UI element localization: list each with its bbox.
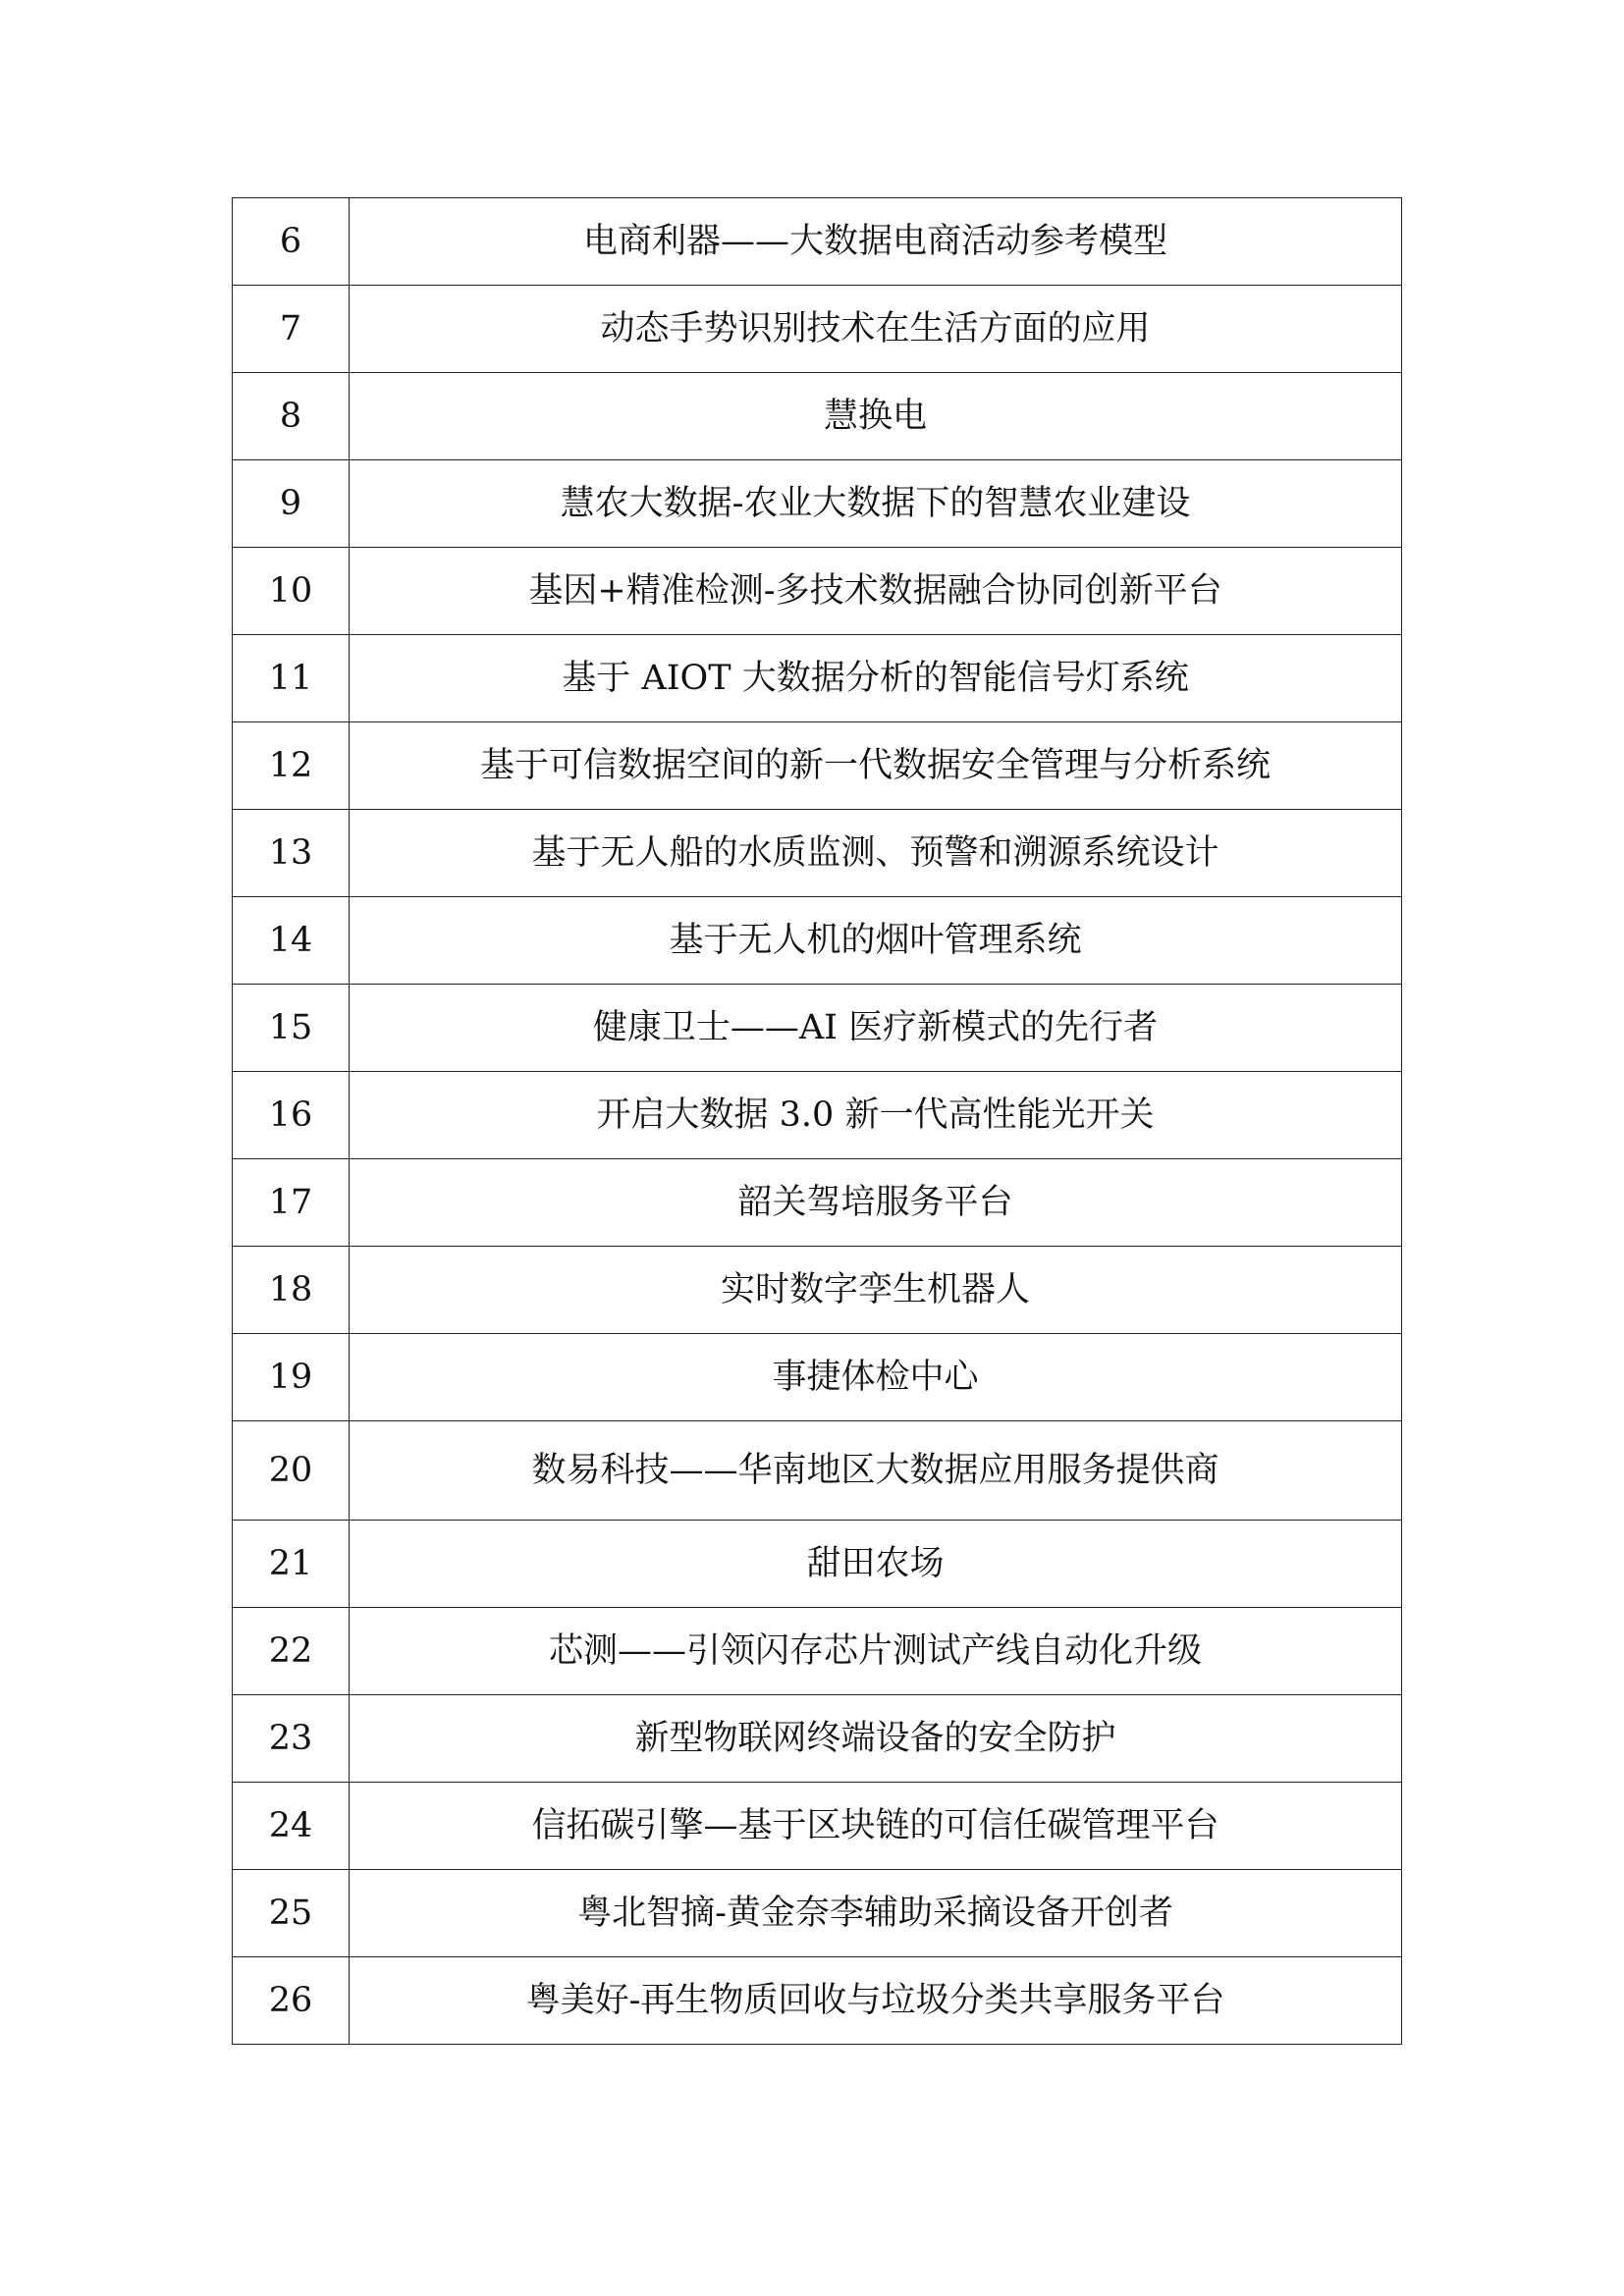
project-name: 基于 AIOT 大数据分析的智能信号灯系统 [350, 635, 1402, 722]
table-row [233, 548, 1402, 635]
project-name: 健康卫士——AI 医疗新模式的先行者 [350, 985, 1402, 1072]
row-number: 18 [233, 1247, 350, 1334]
table-row [233, 1334, 1402, 1421]
table-row [233, 985, 1402, 1072]
row-number: 25 [233, 1870, 350, 1957]
row-number: 8 [233, 373, 350, 460]
project-name: 基于无人机的烟叶管理系统 [350, 897, 1402, 985]
project-name: 粤北智摘-黄金奈李辅助采摘设备开创者 [350, 1870, 1402, 1957]
project-name: 粤美好-再生物质回收与垃圾分类共享服务平台 [350, 1957, 1402, 2045]
row-number: 26 [233, 1957, 350, 2045]
project-name: 事捷体检中心 [350, 1334, 1402, 1421]
project-name: 基于可信数据空间的新一代数据安全管理与分析系统 [350, 722, 1402, 810]
row-number: 9 [233, 460, 350, 548]
row-number: 14 [233, 897, 350, 985]
table-row [233, 1870, 1402, 1957]
row-number: 17 [233, 1159, 350, 1247]
row-number: 19 [233, 1334, 350, 1421]
project-name: 信拓碳引擎—基于区块链的可信任碳管理平台 [350, 1783, 1402, 1870]
project-table-body [233, 198, 1402, 2045]
table-row [233, 1421, 1402, 1521]
project-name: 基因+精准检测-多技术数据融合协同创新平台 [350, 548, 1402, 635]
table-row [233, 897, 1402, 985]
project-name: 甜田农场 [350, 1521, 1402, 1608]
project-name: 开启大数据 3.0 新一代高性能光开关 [350, 1072, 1402, 1159]
table-row [233, 1783, 1402, 1870]
row-number: 6 [233, 198, 350, 286]
project-name: 慧农大数据-农业大数据下的智慧农业建设 [350, 460, 1402, 548]
project-name: 数易科技——华南地区大数据应用服务提供商 [350, 1421, 1402, 1521]
row-number: 22 [233, 1608, 350, 1695]
project-name: 实时数字孪生机器人 [350, 1247, 1402, 1334]
project-list-table [232, 197, 1402, 2045]
project-name: 慧换电 [350, 373, 1402, 460]
row-number: 20 [233, 1421, 350, 1521]
row-number: 23 [233, 1695, 350, 1783]
table-row [233, 722, 1402, 810]
table-row [233, 810, 1402, 897]
row-number: 13 [233, 810, 350, 897]
row-number: 24 [233, 1783, 350, 1870]
project-name: 韶关驾培服务平台 [350, 1159, 1402, 1247]
row-number: 10 [233, 548, 350, 635]
project-name: 动态手势识别技术在生活方面的应用 [350, 286, 1402, 373]
table-row [233, 373, 1402, 460]
table-row [233, 1608, 1402, 1695]
row-number: 11 [233, 635, 350, 722]
project-name: 基于无人船的水质监测、预警和溯源系统设计 [350, 810, 1402, 897]
row-number: 12 [233, 722, 350, 810]
table-row [233, 635, 1402, 722]
row-number: 21 [233, 1521, 350, 1608]
row-number: 16 [233, 1072, 350, 1159]
table-row [233, 1247, 1402, 1334]
project-name: 芯测——引领闪存芯片测试产线自动化升级 [350, 1608, 1402, 1695]
row-number: 15 [233, 985, 350, 1072]
table-row [233, 286, 1402, 373]
table-row [233, 1695, 1402, 1783]
table-row [233, 460, 1402, 548]
row-number: 7 [233, 286, 350, 373]
project-name: 新型物联网终端设备的安全防护 [350, 1695, 1402, 1783]
table-row [233, 1957, 1402, 2045]
project-name: 电商利器——大数据电商活动参考模型 [350, 198, 1402, 286]
table-row [233, 198, 1402, 286]
table-row [233, 1159, 1402, 1247]
table-row [233, 1072, 1402, 1159]
table-row [233, 1521, 1402, 1608]
